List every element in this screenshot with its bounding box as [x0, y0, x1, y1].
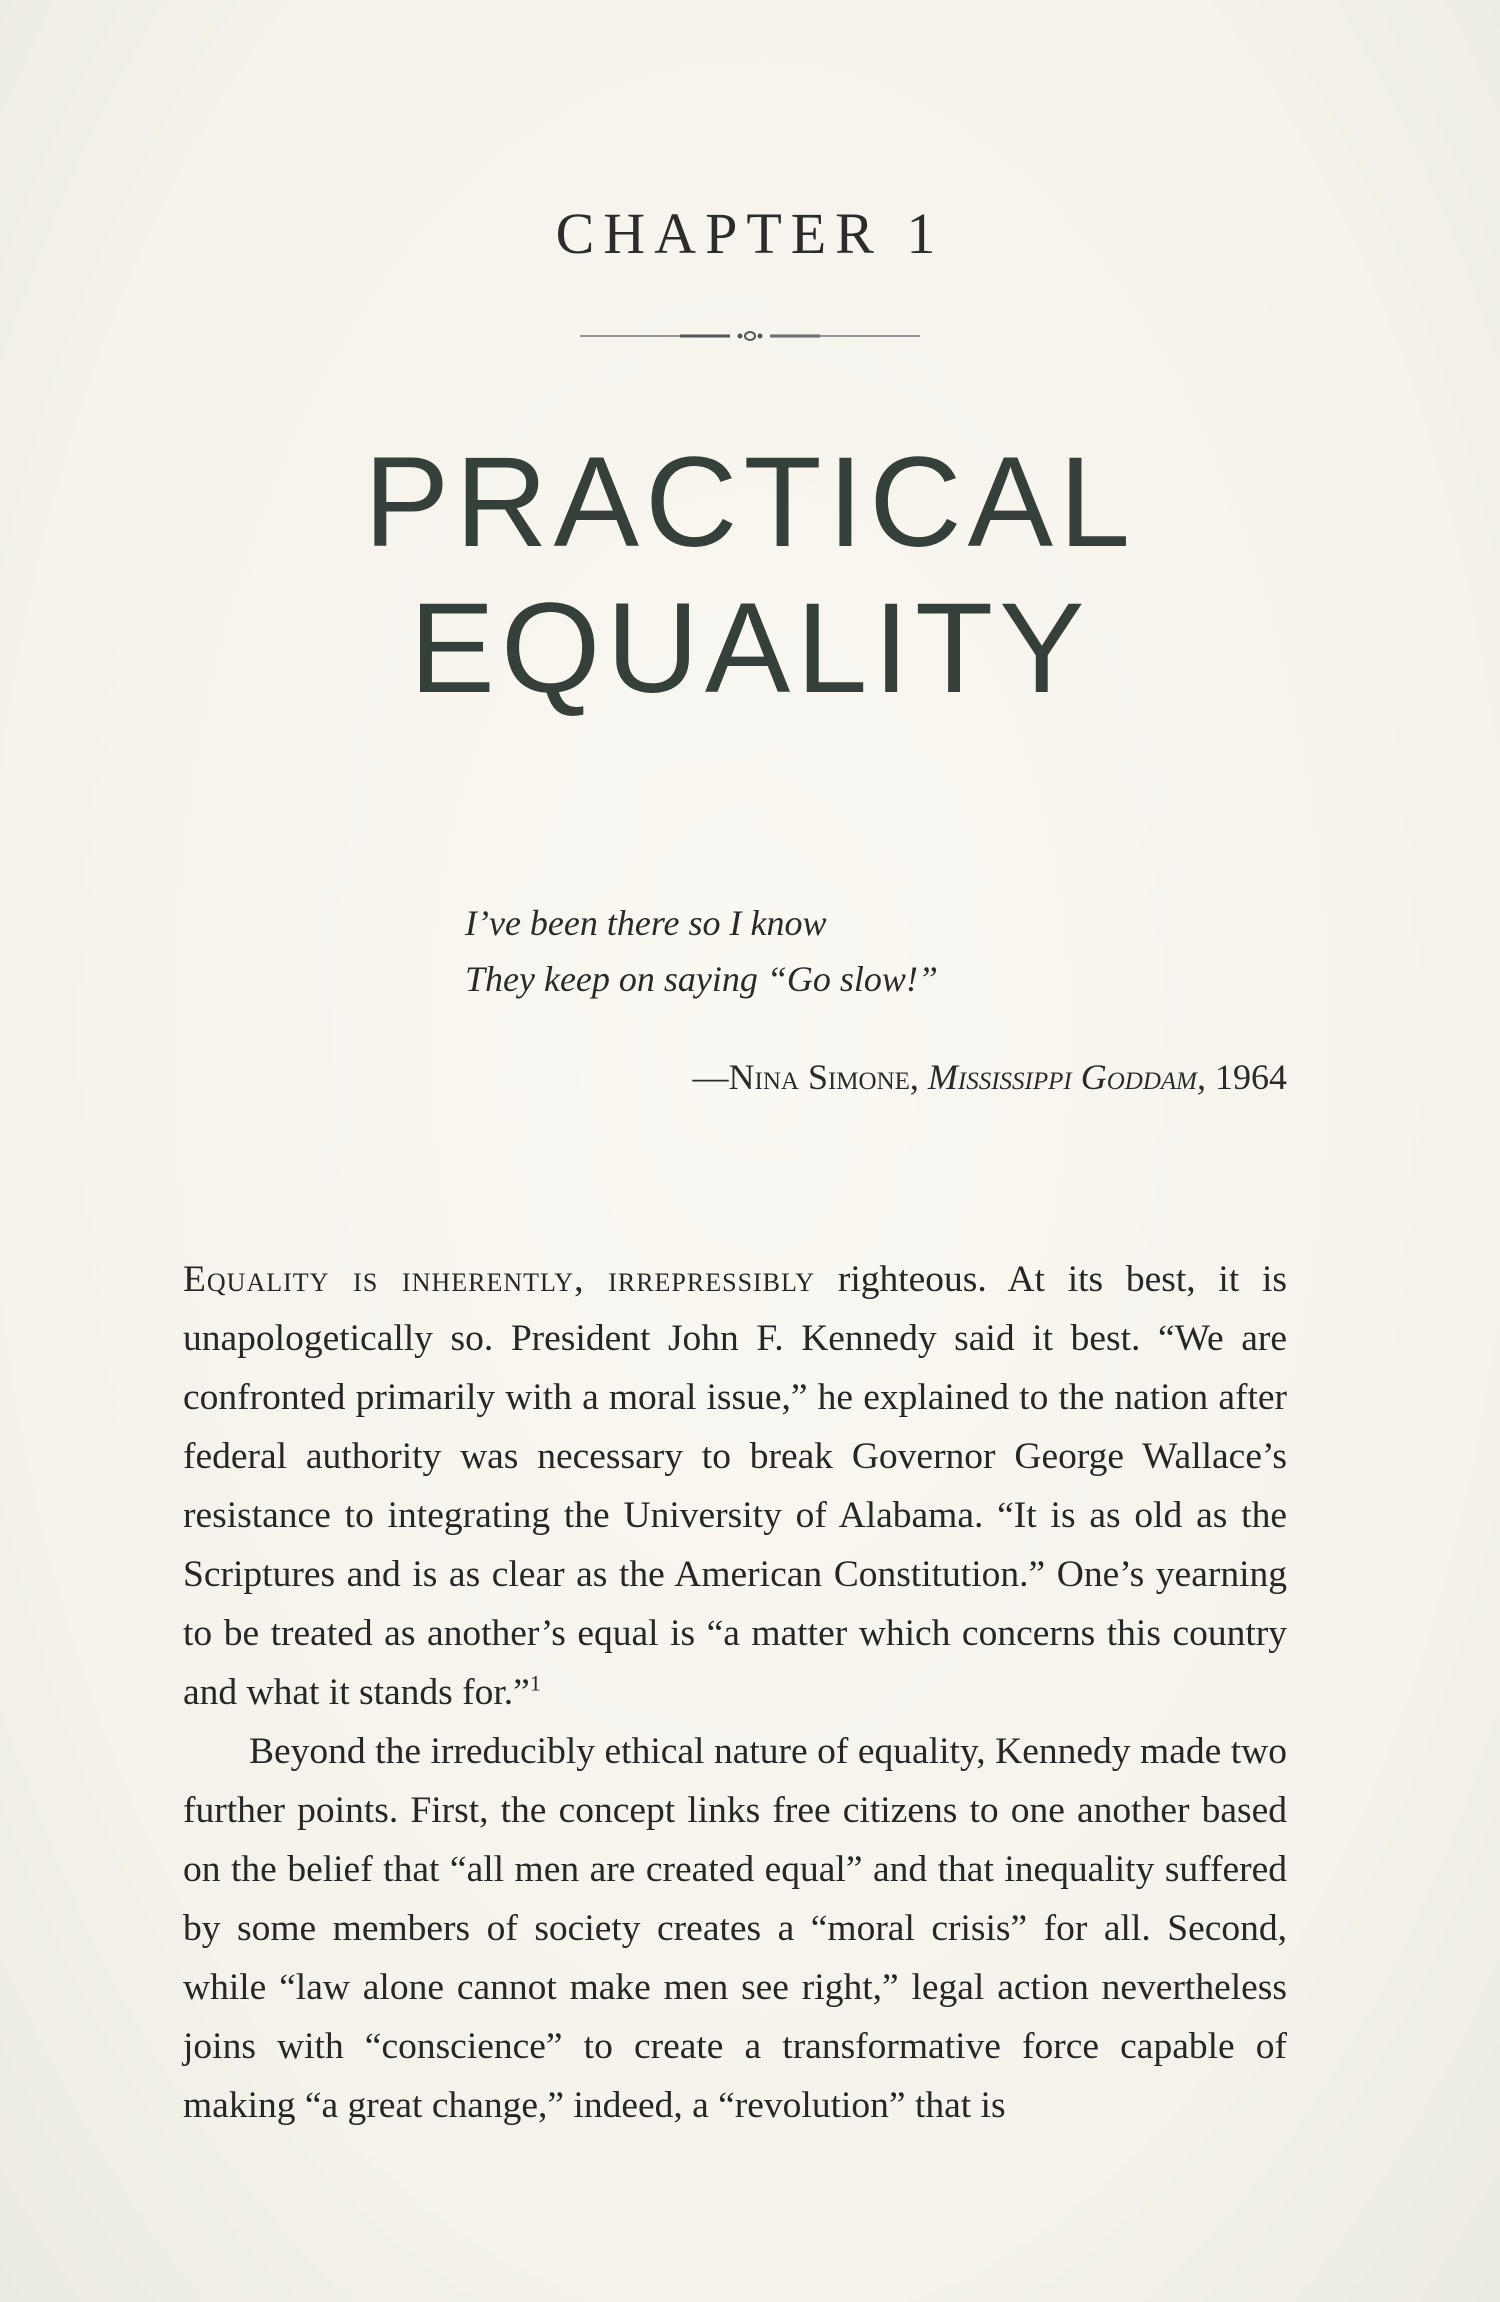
epigraph-attribution [0, 1056, 1287, 1098]
attribution-dash: — [692, 1057, 729, 1097]
paragraph-1-text: righteous. At its best, it is unapologetically so. President John F. Kennedy said it best. “We are confronted primarily with a moral issue,” he explained to the nation after federal authority was necessary to break Governor George Wallace’s resistance to integrating the University of Alabama. “It is as old as the Scriptures and is as clear as the American Constitution.” One’s yearning to be treated as another’s equal is “a matter which concerns this country and what it stands for.” [183, 1259, 1288, 1713]
attribution-year: 1964 [1215, 1057, 1287, 1097]
footnote-marker[interactable]: 1 [529, 1670, 541, 1696]
ornament-divider-icon [580, 330, 920, 342]
paragraph-lead-in: Equality is inherently, irrepressibly [183, 1259, 816, 1300]
chapter-title [0, 430, 1500, 722]
paragraph-2 [183, 1722, 1287, 2135]
epigraph-line-1: I’ve been there so I know [465, 903, 827, 943]
chapter-title-line-2: EQUALITY [409, 577, 1091, 720]
paragraph-1 [183, 1250, 1287, 1722]
attribution-work: Mississippi Goddam, [927, 1057, 1206, 1097]
chapter-title-line-1: PRACTICAL [363, 431, 1137, 574]
epigraph-line-2: They keep on saying “Go slow!” [465, 959, 938, 999]
epigraph [465, 895, 1345, 1007]
paragraph-2-text: Beyond the irreducibly ethical nature of equality, Kennedy made two further points. First, the concept links free citizens to one another based on the belief that “all men are created equal” and that inequality suffered by some members of society creates a “moral crisis” for all. Second, while “law alone cannot make men see right,” legal action nevertheless joins with “conscience” to create a transformative force capable of making “a great change,” indeed, a “revolution” that is [183, 1731, 1287, 2126]
chapter-label: CHAPTER 1 [555, 201, 945, 266]
body-text [183, 1250, 1287, 2135]
attribution-author: Nina Simone, [728, 1057, 919, 1097]
